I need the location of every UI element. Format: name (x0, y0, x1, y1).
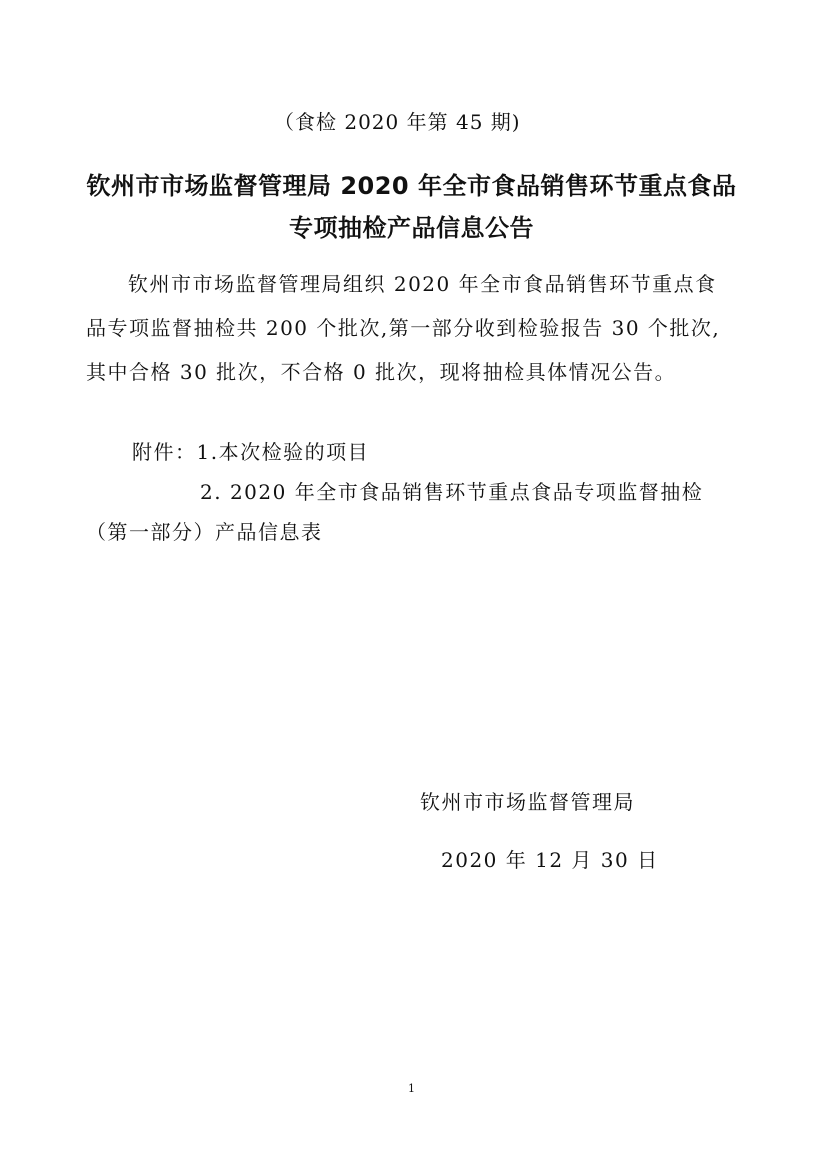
attachments-list (86, 432, 738, 552)
body-line-3: 其中合格 30 批次，不合格 0 批次，现将抽检具体情况公告。 (86, 360, 677, 384)
body-line-1: 钦州市市场监督管理局组织 2020 年全市食品销售环节重点食 (128, 272, 717, 296)
issue-number: （食检 2020 年第 45 期) (274, 110, 521, 134)
attachment-item-2-continued: （第一部分）产品信息表 (86, 520, 323, 544)
title-line-2: 专项抽检产品信息公告 (289, 214, 534, 242)
announcement-body (86, 262, 738, 394)
title-line-1: 钦州市市场监督管理局 2020 年全市食品销售环节重点食品 (86, 172, 737, 200)
page-number: 1 (408, 1082, 415, 1095)
attachment-item-1: 附件：1.本次检验的项目 (132, 440, 370, 464)
document-title (86, 165, 737, 249)
signature-date: 2020 年 12 月 30 日 (441, 848, 659, 872)
attachment-item-2: 2. 2020 年全市食品销售环节重点食品专项监督抽检 (200, 480, 704, 504)
signature-organization: 钦州市市场监督管理局 (420, 790, 635, 814)
body-line-2: 品专项监督抽检共 200 个批次,第一部分收到检验报告 30 个批次, (86, 316, 721, 340)
